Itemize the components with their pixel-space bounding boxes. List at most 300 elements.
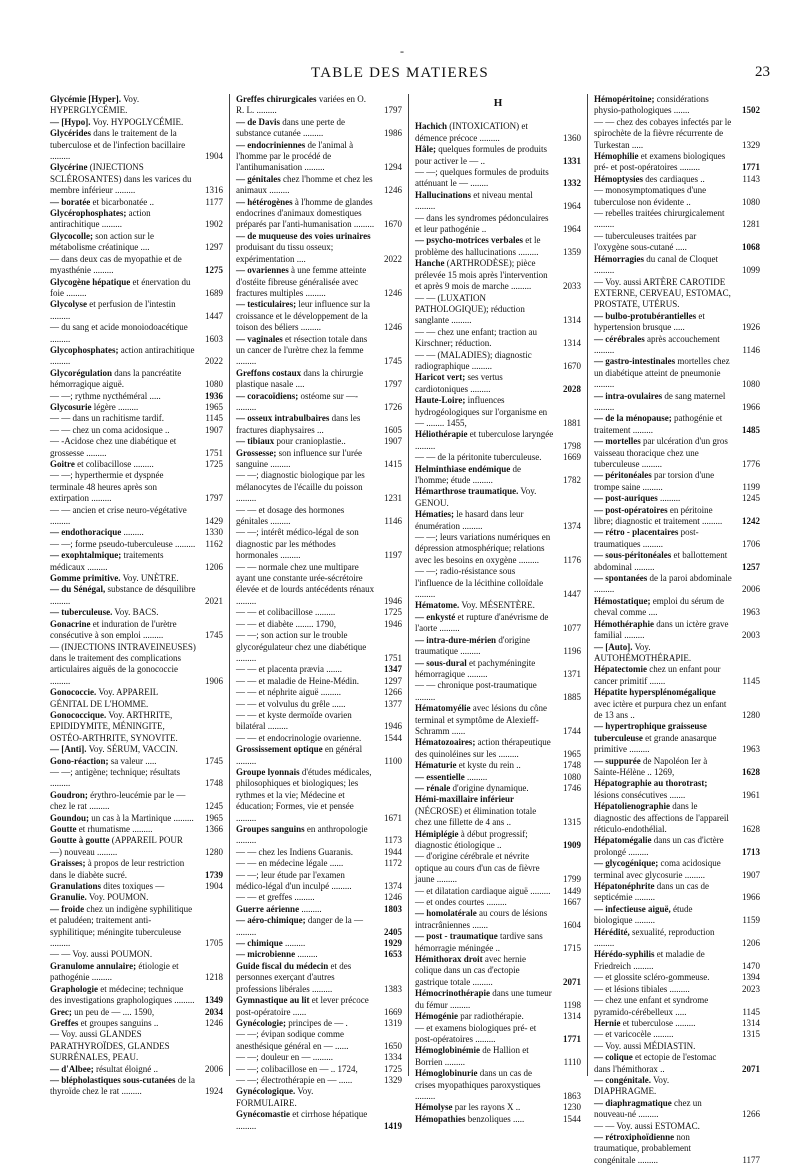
entry-description: tardive sans hémorragie méningée .. [415, 931, 543, 953]
entry-description: Voy. FORMULAIRE. [236, 1086, 314, 1108]
entry-headword: Hépatomégalie [594, 835, 652, 846]
entry-text [415, 612, 554, 635]
index-entry [594, 151, 760, 174]
entry-description: et cirrhose hépatique ......... [236, 1109, 368, 1131]
entry-description: et tuberculose laryngée ......... [415, 429, 554, 451]
entry-text [415, 372, 554, 395]
entry-page-number: 1080 [742, 379, 760, 390]
index-entry [50, 949, 223, 960]
entry-description: leur influence sur la croissance et le développement de la toison des béliers ......... [236, 299, 371, 333]
entry-description: dans un cas de septicémie ......... [594, 881, 709, 903]
section-letter: H [493, 97, 503, 109]
index-entry [236, 607, 402, 618]
entry-text [415, 144, 554, 167]
entry-text [236, 140, 375, 174]
entry-description: quelques formules de produits pour activer le — .. [415, 144, 547, 166]
entry-description: — — et dosage des hormones génitales ......... [236, 504, 345, 527]
index-entry [415, 532, 581, 566]
entry-headword: — suppurée [594, 755, 641, 766]
index-entry [236, 94, 402, 117]
entry-headword: — d'Albee; [50, 1063, 94, 1074]
entry-text [415, 452, 554, 463]
entry-headword: Glycophosphates; [50, 344, 119, 355]
index-entry [415, 612, 581, 635]
entry-text [50, 299, 196, 322]
entry-headword: Hématies; [415, 509, 454, 520]
entry-description: de l'homme; étude ......... [415, 463, 522, 485]
entry-page-number: 1751 [384, 652, 402, 663]
entry-page-number: 1726 [384, 401, 402, 412]
entry-page-number: 1377 [384, 698, 402, 709]
entry-page-number: 1748 [563, 760, 581, 771]
entry-page-number: 2034 [205, 1006, 223, 1017]
entry-headword: Hématozoaires; [415, 737, 476, 748]
index-entry [236, 174, 402, 197]
index-entry [50, 254, 223, 277]
entry-description: ostéome sur —- ......... [236, 390, 358, 412]
entry-description: en anthropologie ......... [236, 824, 368, 846]
entry-description: — et varicocèle ......... [594, 1029, 674, 1040]
entry-page-number: 1907 [384, 436, 402, 447]
entry-page-number: 1963 [742, 744, 760, 755]
entry-headword: Hémopathies [415, 1113, 466, 1124]
entry-headword: Hépatographie au thorotrast; [594, 778, 708, 789]
index-entry [594, 721, 760, 755]
index-entry [50, 208, 223, 231]
index-column [408, 94, 587, 1124]
entry-text [236, 505, 375, 528]
index-entry [594, 687, 760, 721]
entry-page-number: 1751 [205, 447, 223, 458]
index-entry [50, 767, 223, 790]
entry-description: lésions consécutives ....... [594, 789, 686, 800]
index-entry [50, 824, 223, 835]
entry-description: — et ondes courtes ......... [415, 897, 507, 908]
entry-page-number: 1797 [384, 105, 402, 116]
entry-text [594, 413, 733, 436]
entry-headword: Granulie. [50, 892, 87, 903]
index-entry [594, 1121, 760, 1132]
entry-description: d'origine traumatique ......... [415, 634, 530, 657]
entry-text [236, 1109, 375, 1132]
entry-page-number: 1803 [384, 903, 402, 914]
entry-headword: — [Auto]. [594, 641, 633, 652]
entry-description: et ectopie de l'estomac dans l'hémithorax .. [594, 1052, 717, 1074]
entry-description: à l'homme de glandes endocrines d'animaux domestiques préparés par l'anti-humanisation ......... [236, 196, 375, 230]
entry-text [50, 459, 196, 470]
entry-headword: Grossesse; [236, 447, 277, 458]
entry-headword: Graisses; [50, 858, 86, 869]
entry-page-number: 1359 [563, 246, 581, 257]
entry-text [50, 162, 196, 196]
entry-text [594, 642, 733, 665]
index-entry [50, 584, 223, 607]
index-entry [236, 699, 402, 710]
entry-text [415, 395, 554, 429]
entry-page-number: 1739 [205, 869, 223, 880]
entry-text [236, 1064, 375, 1075]
index-entry [594, 1029, 760, 1040]
entry-text [594, 778, 733, 801]
entry-page-number: 1330 [205, 527, 223, 538]
entry-description: Voy. HYPERGLYCÉMIE. [50, 94, 140, 116]
entry-description: Voy. UNÈTRE. [120, 573, 179, 584]
index-entry [236, 391, 402, 414]
entry-description: — — (MALADIES); diagnostic radiographique ......... [415, 349, 532, 371]
entry-page-number: 1230 [563, 1102, 581, 1113]
entry-description: et perfusion de l'intestin ......... [50, 299, 176, 321]
entry-page-number: 1331 [563, 155, 581, 166]
entry-page-number: 1771 [742, 162, 760, 173]
entry-description: étude biologique ......... [594, 903, 693, 926]
entry-headword: Guide fiscal du médecin [236, 960, 329, 971]
entry-text [594, 972, 733, 983]
entry-text [50, 391, 196, 402]
entry-text [415, 1045, 554, 1068]
entry-description: — —; son action sur le trouble glycorégulateur chez une diabétique ......... [236, 630, 367, 663]
entry-text [594, 573, 733, 596]
entry-text [415, 235, 554, 258]
entry-text [50, 128, 196, 162]
entry-text [50, 425, 196, 436]
entry-description: — —; rythme nycthéméral ..... [50, 390, 161, 401]
entry-page-number: 1146 [742, 344, 760, 355]
entry-page-number: 1485 [742, 424, 760, 435]
entry-page-number: 1177 [205, 196, 223, 207]
entry-text [236, 391, 375, 414]
entry-text [594, 208, 733, 231]
entry-headword: — bulbo-protubérantielles [594, 310, 697, 321]
entry-description: produisant du tissu osseux; expérimentation .... [236, 242, 334, 264]
entry-headword: Hachich [415, 121, 448, 132]
index-entry [50, 459, 223, 470]
entry-text [594, 505, 733, 528]
page-header [30, 44, 770, 84]
entry-text [594, 619, 733, 642]
entry-description: par ulcération d'un gros vaisseau thoracique chez une tuberculeuse ......... [594, 436, 728, 469]
entry-text [236, 961, 375, 995]
entry-text [50, 254, 196, 277]
entry-description: — — et maladie de Heine-Médin. [236, 675, 359, 686]
index-entry [594, 984, 760, 995]
index-entry [50, 162, 223, 196]
entry-text [50, 710, 196, 744]
entry-headword: Hémorragies [594, 253, 644, 264]
entry-page-number: 1383 [384, 983, 402, 994]
entry-text [236, 334, 375, 368]
entry-description: — — Voy. aussi POUMON. [50, 949, 153, 960]
entry-text [594, 550, 733, 573]
entry-headword: Gynécomastie [236, 1109, 290, 1120]
entry-text [415, 703, 554, 737]
index-entry [415, 452, 581, 463]
entry-description: non traumatique, probablement congénitale ......... [594, 1131, 691, 1165]
entry-description: pathogénie et traitement ......... [594, 413, 723, 435]
entry-text [415, 350, 554, 373]
entry-text [594, 1098, 733, 1121]
entry-description: avec lésions du cône terminal et symptôme de Alexieff-Schramm ...... [415, 703, 547, 736]
index-entry [50, 470, 223, 504]
entry-text [50, 1007, 196, 1018]
entry-headword: — intra-ovulaires [594, 390, 663, 401]
index-entry [236, 265, 402, 299]
index-entry [236, 995, 402, 1018]
index-entry [50, 619, 223, 642]
index-entry [594, 334, 760, 357]
index-entry [50, 744, 223, 755]
index-entry [415, 464, 581, 487]
entry-text [236, 197, 375, 231]
entry-description: dans une perte de substance cutanée ......... [236, 116, 345, 139]
entry-text [415, 897, 554, 908]
index-entry [236, 630, 402, 664]
entry-page-number: 1146 [384, 516, 402, 527]
index-entry [50, 904, 223, 950]
entry-description: — —; quelques formules de produits atténuant le — ........ [415, 167, 549, 189]
index-entry [236, 824, 402, 847]
entry-page-number: 2033 [563, 281, 581, 292]
index-entry [594, 835, 760, 858]
entry-page-number: 1671 [384, 812, 402, 823]
index-entry [594, 254, 760, 277]
index-entry [50, 607, 223, 618]
entry-page-number: 1245 [205, 801, 223, 812]
entry-text [415, 772, 554, 783]
entry-text [50, 1018, 196, 1029]
entry-headword: — rétro - placentaires [594, 527, 679, 538]
index-entry [594, 1041, 760, 1052]
index-entry [236, 140, 402, 174]
index-entry [594, 277, 760, 311]
entry-headword: Glycogène hépatique [50, 276, 131, 287]
entry-text [50, 231, 196, 254]
index-entry [50, 858, 223, 881]
index-entry [50, 1075, 223, 1098]
entry-headword: Hématurie [415, 760, 457, 771]
entry-description: et énervation du foie ......... [50, 276, 191, 298]
entry-text [50, 277, 196, 300]
index-entry [594, 664, 760, 687]
entry-text [50, 949, 196, 960]
entry-description: — —; douleur en — ......... [236, 1052, 333, 1063]
entry-text [415, 737, 554, 760]
entry-headword: — testiculaires; [236, 299, 297, 310]
entry-headword: — osseux intrabulbaires [236, 413, 330, 424]
index-entry [415, 783, 581, 794]
index-entry [594, 413, 760, 436]
entry-page-number: 1946 [384, 618, 402, 629]
entry-text [50, 790, 196, 813]
entry-text [50, 527, 196, 538]
entry-text [50, 756, 196, 767]
entry-page-number: 1172 [384, 858, 402, 869]
entry-description: — — et néphrite aiguë ......... [236, 687, 341, 698]
entry-page-number: 1177 [742, 1154, 760, 1165]
entry-text [50, 550, 196, 573]
index-entry [50, 391, 223, 402]
entry-description: — et dilatation cardiaque aiguë ......... [415, 885, 551, 896]
entry-description: au cours de lésions intracrâniennes ....... [415, 908, 548, 930]
entry-description: Voy. SÉRUM, VACCIN. [86, 744, 178, 755]
entry-headword: — diaphragmatique [594, 1097, 672, 1108]
index-entry [50, 527, 223, 538]
entry-description: d'études médicales, philosophiques et biologiques; les rythmes et la vie; Médecine et éducation; Formes, vie et pensée ......... [236, 766, 372, 823]
index-entry [594, 573, 760, 596]
entry-text [594, 254, 733, 277]
entry-text [594, 881, 733, 904]
entry-text [236, 892, 375, 903]
index-entry [236, 847, 402, 858]
entry-text [50, 984, 196, 1007]
index-entry [236, 949, 402, 960]
entry-page-number: 1924 [205, 1086, 223, 1097]
index-entry [236, 231, 402, 265]
entry-text [594, 493, 733, 504]
index-entry [50, 539, 223, 550]
entry-headword: Hémithorax droit [415, 954, 483, 965]
entry-headword: Hémophilie [594, 151, 639, 162]
entry-page-number: 1689 [205, 287, 223, 298]
entry-description: et grande anasarque primitive ......... [594, 732, 717, 755]
entry-text [594, 721, 733, 755]
entry-headword: Greffes [50, 1017, 79, 1028]
index-entry [415, 167, 581, 190]
entry-description: — — et greffes ......... [236, 892, 315, 903]
entry-text [594, 1121, 733, 1132]
entry-description: — —; forme pseudo-tuberculeuse ......... [50, 538, 196, 549]
entry-text [415, 486, 554, 509]
entry-text [415, 213, 554, 236]
index-entry [236, 448, 402, 471]
index-entry [415, 1023, 581, 1046]
entry-text [50, 642, 196, 688]
entry-headword: — tuberculeuse. [50, 607, 113, 618]
entry-description: — —; antigène; technique; résultats ......... [50, 766, 180, 789]
entry-text [236, 664, 375, 675]
entry-description: — — de la péritonite tuberculeuse. [415, 452, 542, 463]
index-entry [594, 778, 760, 801]
index-entry [50, 550, 223, 573]
entry-text [50, 1064, 196, 1075]
entry-page-number: 2021 [205, 595, 223, 606]
entry-description: dans la chirurgie plastique nasale .... [236, 367, 364, 390]
entry-page-number: 1246 [384, 185, 402, 196]
entry-headword: Gonococcique. [50, 709, 107, 720]
entry-page-number: 1909 [563, 840, 581, 850]
index-entry [236, 904, 402, 915]
entry-headword: Hémi-maxillaire inférieur [415, 794, 515, 805]
entry-page-number: 1929 [384, 938, 402, 949]
entry-text [50, 835, 196, 858]
entry-headword: Hémarthrose traumatique. [415, 486, 519, 497]
entry-description: ses vertus cardiotoniques ......... [415, 372, 503, 394]
entry-headword: Glycorégulation [50, 367, 112, 378]
index-entry [594, 1018, 760, 1029]
entry-text [50, 197, 196, 208]
page-title: TABLE DES MATIERES [311, 65, 489, 81]
entry-page-number: 2405 [384, 926, 402, 937]
entry-page-number: 1371 [563, 668, 581, 679]
entry-page-number: 1907 [742, 869, 760, 880]
entry-description: par radiothérapie. [458, 1011, 524, 1022]
entry-description: chez un enfant pour cancer primitif ....... [594, 664, 721, 686]
entry-description: action antirachitique ......... [50, 344, 195, 367]
entry-text [594, 334, 733, 357]
index-entry [236, 368, 402, 391]
entry-page-number: 1961 [742, 789, 760, 800]
entry-description: dans les fractures diaphysaires ... [236, 413, 361, 435]
entry-description: — tuberculeuses traitées par l'oxygène sous-cutané ..... [594, 230, 697, 253]
entry-text [415, 509, 554, 532]
entry-description: dans un cas d'ictère prolongé ......... [594, 835, 724, 857]
entry-description: Voy. MÉSENTÈRE. [459, 600, 535, 611]
index-entry [415, 372, 581, 395]
index-entry [50, 345, 223, 368]
entry-description: — — et volvulus du grêle ...... [236, 698, 346, 709]
index-entry [415, 1114, 581, 1125]
entry-text [415, 1011, 554, 1022]
entry-description: mortelles chez un diabétique atteint de pneumonie ......... [594, 356, 730, 390]
index-entry [50, 687, 223, 710]
index-entry [415, 908, 581, 931]
entry-page-number: 1332 [563, 178, 581, 189]
entry-headword: Haute-Loire; [415, 395, 466, 406]
entry-page-number: 1319 [384, 1017, 402, 1028]
entry-page-number: 1080 [742, 196, 760, 207]
index-entry [594, 94, 760, 117]
entry-headword: Gomme primitive. [50, 573, 121, 584]
entry-description: et tuberculose ......... [620, 1017, 696, 1028]
entry-text [236, 607, 375, 618]
entry-description: et colibacillose ......... [74, 459, 154, 469]
entry-text [236, 915, 375, 938]
index-entry [50, 197, 223, 208]
entry-description: Voy. BACS. [112, 607, 159, 618]
entry-page-number: 1198 [563, 999, 581, 1010]
entry-description: (INJECTIONS SCLÉROSANTES) dans les varices du membre inférieur ......... [50, 162, 192, 196]
entry-text [50, 619, 196, 642]
entry-headword: Glycolyse [50, 299, 87, 310]
entry-text [236, 265, 375, 299]
entry-page-number: 1966 [742, 892, 760, 903]
entry-page-number: 1143 [742, 173, 760, 184]
entry-text [594, 1052, 733, 1075]
entry-text [415, 1114, 554, 1125]
entry-page-number: 1315 [563, 817, 581, 828]
entry-text [236, 368, 375, 391]
entry-page-number: 1907 [205, 424, 223, 435]
entry-headword: — du Sénégal, [50, 584, 106, 595]
entry-description: par torsion d'une trompe saine ......... [594, 470, 715, 492]
entry-description: chez un indigène syphilitique et paludéen; traitement anti-syphilitique; méningite tuberculeuse ......... [50, 903, 193, 949]
entry-description: avec ictère et purpura chez un enfant de 13 ans .. [594, 698, 727, 720]
entry-page-number: 1199 [742, 481, 760, 492]
entry-description: danger de la — ......... [236, 915, 364, 937]
index-entry [415, 680, 581, 703]
entry-description: Voy. APPAREIL GÉNITAL DE L'HOMME. [50, 687, 158, 709]
index-entry [594, 927, 760, 950]
entry-page-number: 1745 [205, 755, 223, 766]
entry-text [415, 760, 554, 771]
entry-page-number: 1242 [742, 516, 760, 527]
entry-headword: — exophtalmique; [50, 550, 122, 561]
entry-description: variées en O. R. L. ......... [236, 94, 367, 116]
entry-description: dans le diagnostic des affections de l'appareil réticulo-endothélial. [594, 801, 729, 834]
entry-headword: Guerre aérienne [236, 903, 300, 914]
entry-description: à début progressif; diagnostic étiologique .. [415, 828, 528, 850]
entry-page-number: 1329 [742, 139, 760, 150]
entry-headword: — sous-dural [415, 657, 467, 668]
